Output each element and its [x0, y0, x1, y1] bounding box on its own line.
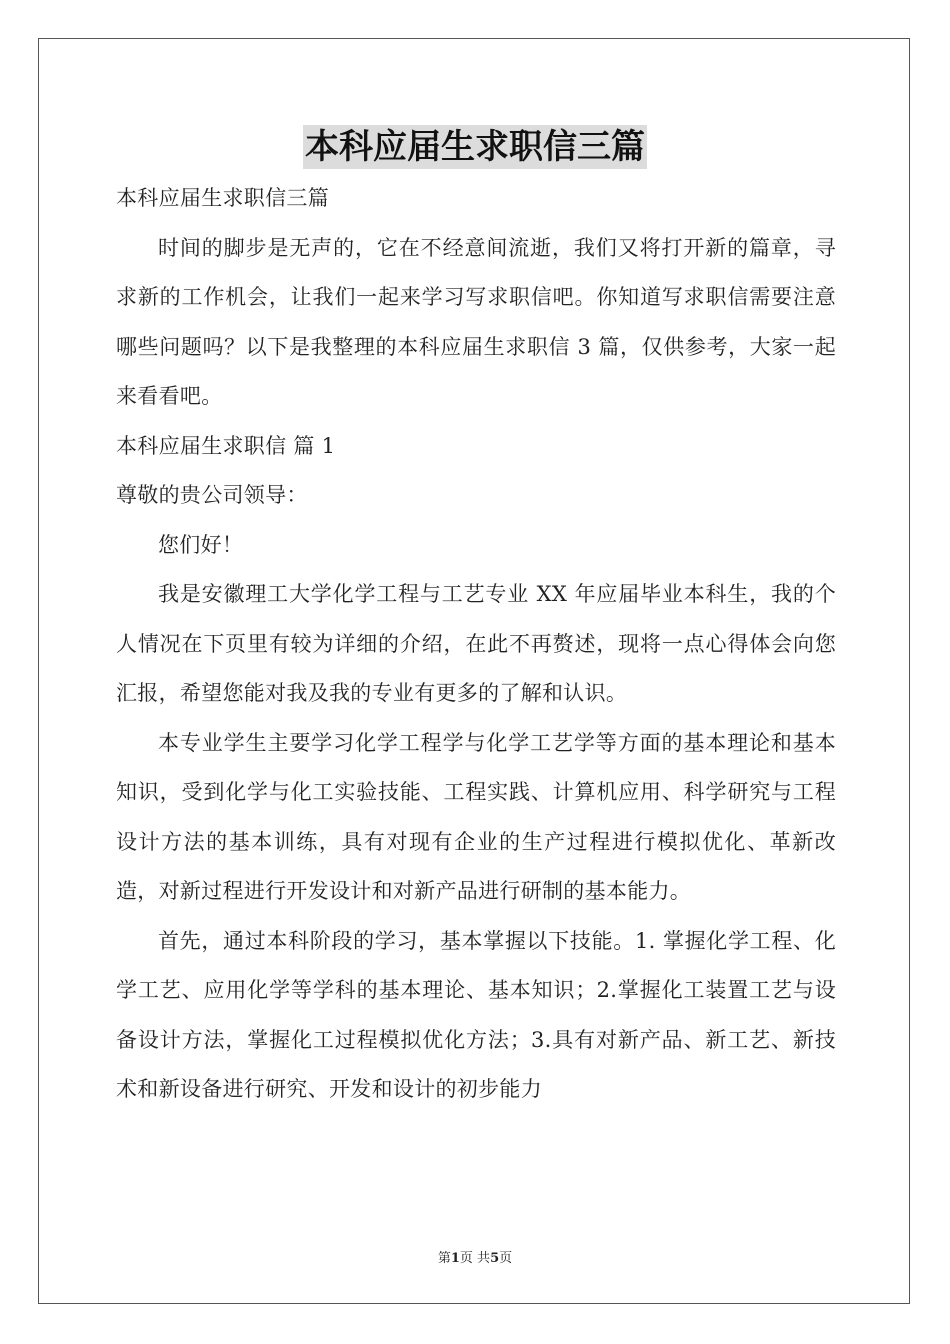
page-mid: 页 共 — [459, 1251, 491, 1266]
paragraph: 首先，通过本科阶段的学习，基本掌握以下技能。1. 掌握化学工程、化学工艺、应用化学等学科的基本理论、基本知识；2.掌握化工装置工艺与设备设计方法，掌握化工过程模拟优化方法；3.具有对新产品、新工艺、新技术和新设备进行研究、开发和设计的初步能力 — [116, 928, 836, 1101]
current-page-number: 1 — [450, 1251, 460, 1266]
section-heading: 本科应届生求职信 篇 1 — [116, 433, 336, 458]
paragraph: 本专业学生主要学习化学工程学与化学工艺学等方面的基本理论和基本知识，受到化学与化工实验技能、工程实践、计算机应用、科学研究与工程设计方法的基本训练，具有对现有企业的生产过程进行模拟优化、革新改造，对新过程进行开发设计和对新产品进行研制的基本能力。 — [116, 730, 836, 903]
paragraph: 时间的脚步是无声的，它在不经意间流逝，我们又将打开新的篇章，寻求新的工作机会，让我们一起来学习写求职信吧。你知道写求职信需要注意哪些问题吗？以下是我整理的本科应届生求职信 3 篇，仅供参考，大家一起来看看吧。 — [116, 235, 836, 408]
page-footer — [0, 1247, 950, 1266]
salutation: 尊敬的贵公司领导： — [116, 483, 308, 507]
page-suffix: 页 — [499, 1251, 513, 1266]
paragraph: 本科应届生求职信三篇 — [116, 186, 329, 210]
document-title: 本科应届生求职信三篇 — [305, 127, 645, 167]
page-prefix: 第 — [437, 1251, 451, 1266]
document-body — [116, 174, 836, 1115]
paragraph: 我是安徽理工大学化学工程与工艺专业 XX 年应届毕业本科生，我的个人情况在下页里有较为详细的介绍，在此不再赘述，现将一点心得体会向您汇报，希望您能对我及我的专业有更多的了解和认识。 — [116, 582, 836, 705]
total-page-number: 5 — [490, 1251, 500, 1266]
title-container — [0, 125, 950, 169]
greeting: 您们好！ — [158, 532, 244, 557]
